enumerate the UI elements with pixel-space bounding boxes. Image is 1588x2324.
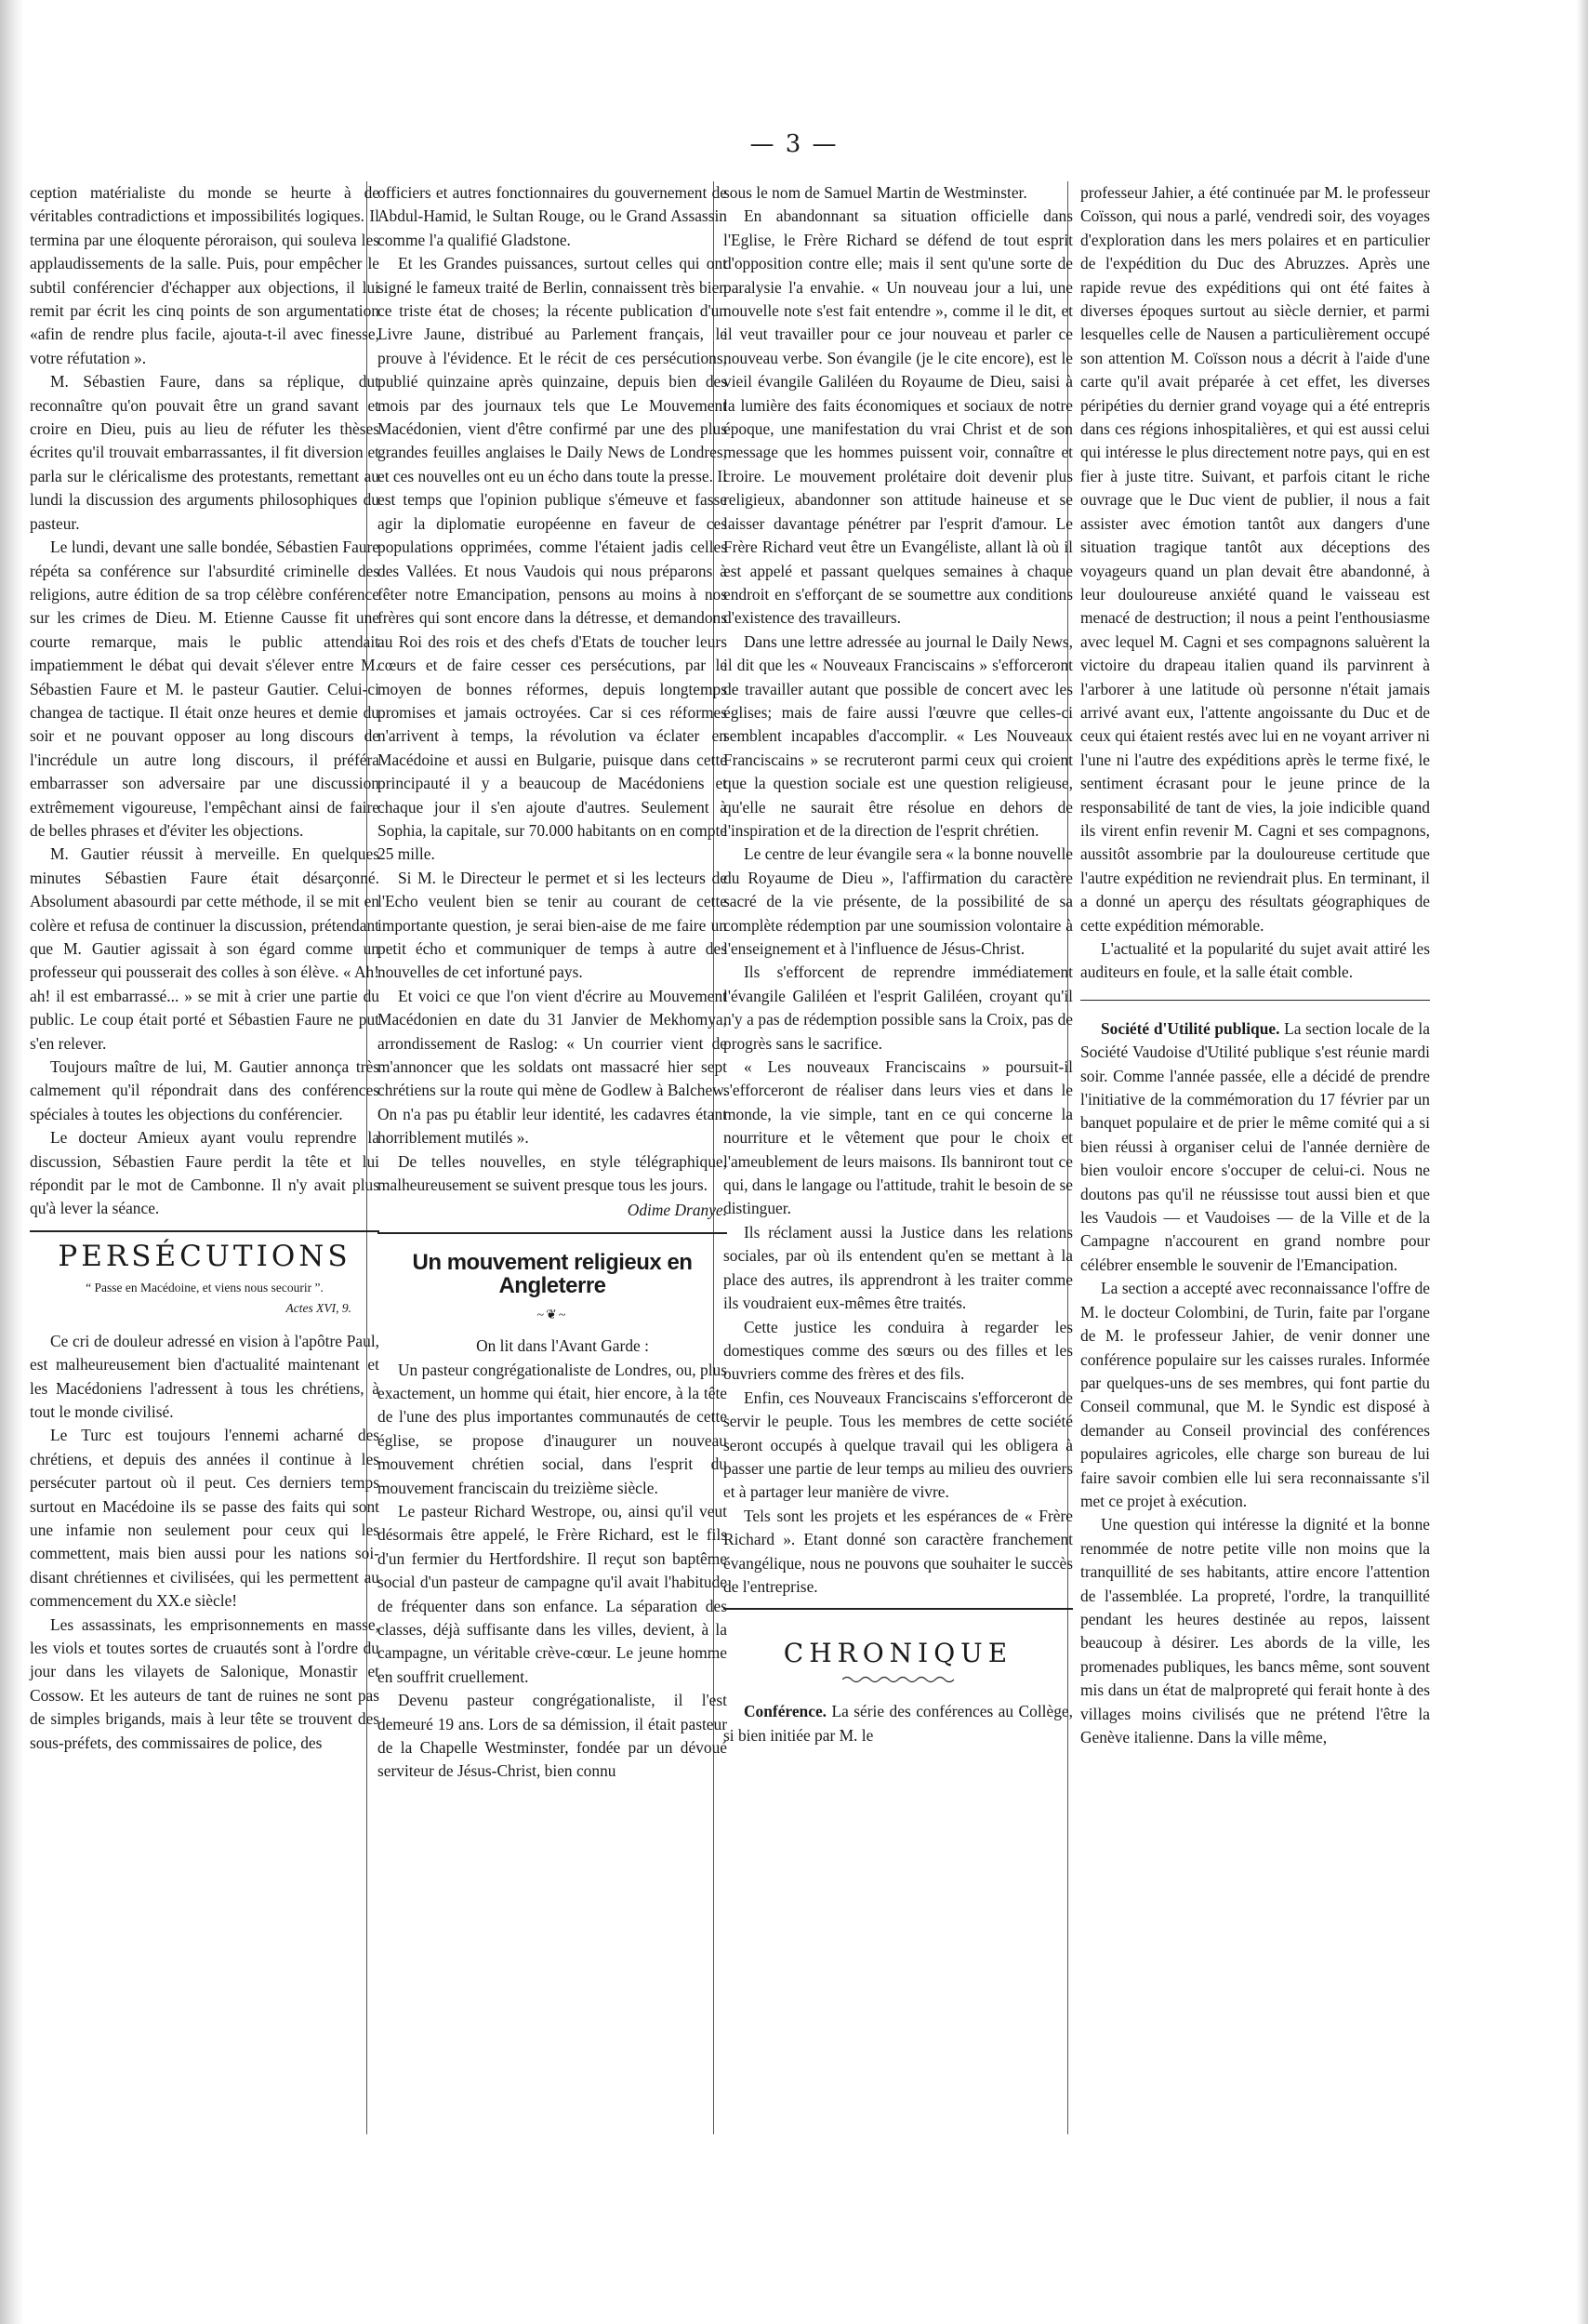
paragraph: De telles nouvelles, en style télégraphique, malheureusement se suivent presque tous les jours. (377, 1151, 727, 1195)
paragraph: Le centre de leur évangile sera « la bonne nouvelle du Royaume de Dieu », l'affirmation du caractère sacré de la vie présente, de la possibilité de sa complète rédemption par une soumission volontaire à l'enseignement et à l'influence de Jésus-Christ. (723, 844, 1073, 958)
paragraph (723, 1700, 1073, 1747)
column-1 (30, 181, 379, 1755)
scan-edge-right (1577, 0, 1588, 2324)
section-divider (1080, 1000, 1430, 1001)
column-2 (377, 181, 727, 1784)
paragraph: Cette justice les conduira à regarder les domestiques comme des sœurs ou des filles et les ouvriers comme des frères et des fils. (723, 1317, 1073, 1384)
source-line: On lit dans l'Avant Garde : (476, 1336, 649, 1356)
wave-ornament-icon (723, 1667, 1073, 1691)
paragraph: Ce cri de douleur adressé en vision à l'apôtre Paul, est malheureusement bien d'actualité maintenant et les Macédoniens l'adressent à tous les chrétiens, à tout le monde civilisé. (30, 1331, 379, 1421)
section-divider (377, 1232, 727, 1234)
paragraph: La section a accepté avec reconnaissance l'offre de M. le docteur Colombini, de Turin, faite par l'organe de M. le professeur Jahier, de venir donner une conférence populaire sur les caisses rurales. Informée par quelques-uns de ses membres, qui font partie du Conseil communal, que M. le Syndic est disposé à demander au Conseil provincial des conférences populaires agricoles, elle charge son bureau de lui faire savoir combien elle lui sera reconnaissante s'il met ce projet à exécution. (1080, 1279, 1430, 1510)
paragraph: Si M. le Directeur le permet et si les lecteurs de l'Echo veulent bien se tenir au courant de cette importante question, je serai bien-aise de me faire un petit écho et communiquer de temps à autre des nouvelles de cet infortuné pays. (377, 868, 727, 982)
paragraph-text: La série des conférences au Collège, si bien initiée par M. le (723, 1702, 1073, 1745)
paragraph: Le lundi, devant une salle bondée, Sébastien Faure répéta sa conférence sur l'absurdité criminelle des religions, autre édition de sa trop célèbre conférence sur les crimes de Dieu. M. Etienne Causse fit une courte remarque, mais le public attendait impatiemment le débat qui devait s'élever entre M. Sébastien Faure et M. le pasteur Gautier. Celui-ci changea de tactique. Il était onze heures et demie du soir et ne pouvant opposer au long discours de l'incrédule un autre long discours, il préféra embarrasser son adversaire par une discussion extrêmement vigoureuse, l'empêchant ainsi de faire de belles phrases et d'éviter les objections. (30, 538, 379, 840)
paragraph: ception matérialiste du monde se heurte à de véritables contradictions et impossibilités logiques. Il termina par une éloquente péroraison, qui souleva les applaudissements de la salle. Puis, pour empêcher le subtil conférencier d'échapper aux objections, il lui remit par écrit les cinq points de son argumentation «afin de rendre plus facile, ajouta-t-il avec finesse, votre réfutation ». (30, 183, 379, 367)
author-signature: Odime Dranye. (627, 1201, 727, 1220)
paragraph: M. Gautier réussit à merveille. En quelques minutes Sébastien Faure était désarçonné. Absolument abasourdi par cette méthode, il se mit en colère et refusa de continuer la discussion, prétendant que M. Gautier agissait à son égard comme un professeur qui pousserait des colles à son élève. « Ah! ah! il est embarrassé... » se mit à crier une partie du public. Le coup était porté et Sébastien Faure ne put s'en relever. (30, 844, 379, 1053)
paragraph: « Les nouveaux Franciscains » poursuit-il s'efforceront de réaliser dans leurs vies et dans le monde, la vie simple, tant en ce qui concerne la nourriture et le vêtement que pour le choix et l'ameublement de leurs maisons. Ils banniront tout ce qui, dans le langage ou l'attitude, trahit le besoin de se distinguer. (723, 1057, 1073, 1218)
section-title-angleterre: Un mouvement religieux en Angleterre (412, 1249, 693, 1299)
paragraph: sous le nom de Samuel Martin de Westminster. (723, 183, 1027, 202)
paragraph: L'actualité et la popularité du sujet avait attiré les auditeurs en foule, et la salle était comble. (1080, 939, 1430, 982)
paragraph: Ils réclament aussi la Justice dans les relations sociales, par où ils entendent qu'en se mettant à la place des autres, ils apprendront à les traiter comme ils voudraient eux-mêmes être traités. (723, 1222, 1073, 1313)
paragraph: Tels sont les projets et les espérances de « Frère Richard ». Etant donné son caractère franchement évangélique, nous ne pouvons que souhaiter le succès de l'entreprise. (723, 1506, 1073, 1596)
paragraph: Et les Grandes puissances, surtout celles qui ont signé le fameux traité de Berlin, connaissent très bien ce triste état de choses; la récente publication d'un Livre Jaune, distribué au Parlement français, le prouve à l'évidence. Et le récit de ces persécutions, publié quinzaine après quinzaine, depuis bien des mois par des journaux tels que Le Mouvement Macédonien, vient d'être confirmé par une des plus grandes feuilles anglaises le Daily News de Londres, et ces nouvelles ont eu un écho dans toute la presse. Il est temps que l'opinion publique s'émeuve et fasse agir la diplomatie européenne en faveur de ces populations opprimées, comme l'étaient jadis celles des Vallées. Et nous Vaudois qui nous préparons à fêter notre Emancipation, pensons au moins à nos frères qui sont encore dans la détresse, et demandons au Roi des rois et des chefs d'Etats de toucher leurs cœurs et de faire cesser ces persécutions, par le moyen de bonnes réformes, depuis longtemps promises et jamais octroyées. Car si ces réformes n'arrivent à temps, la révolution va éclater en Macédoine et aussi en Bulgarie, puisque dans cette principauté il y a beaucoup de Macédoniens et chaque jour il s'en ajoute d'autres. Seulement à Sophia, la capitale, sur 70.000 habitants on en compte 25 mille. (377, 254, 727, 864)
paragraph: Le pasteur Richard Westrope, ou, ainsi qu'il veut désormais être appelé, le Frère Richard, est le fils d'un fermier du Hertfordshire. Il reçut son baptême social d'un pasteur de campagne qu'il avait l'habitude de fréquenter dans son enfance. La séparation des classes, déjà suffisante dans les villes, devient, à la campagne, un véritable crève-cœur. Le jeune homme en souffrit cruellement. (377, 1501, 727, 1686)
paragraph: Toujours maître de lui, M. Gautier annonça très calmement qu'il répondrait dans des conférences spéciales à toutes les objections du conférencier. (30, 1057, 379, 1123)
paragraph (1080, 1017, 1430, 1277)
paragraph: Une question qui intéresse la dignité et la bonne renommée de notre petite ville non moins que la tranquillité de ses habitants, attire encore l'attention de l'assemblée. La propreté, l'ordre, la tranquillité pendant les heures destinée au repos, laissent beaucoup à désirer. Les abords de la ville, les promenades publiques, les bancs même, sont souvent mis dans un état de malpropreté qui ferait honte à des villages moins civilisés que ne prétend l'être la Genève italienne. Dans la ville même, (1080, 1515, 1430, 1746)
paragraph: Les assassinats, les emprisonnements en masse, les viols et toutes sortes de cruautés sont à l'ordre du jour dans les vilayets de Salonique, Monastir et Cossow. Et les auteurs de tant de ruines ne sont pas de simples brigands, mais à leur tête se trouvent des sous-préfets, des commissaires de police, des (30, 1614, 379, 1752)
section-title-chronique: CHRONIQUE (783, 1638, 1013, 1669)
epigraph: “ Passe en Macédoine, et viens nous secourir ”. (86, 1281, 324, 1295)
column-4 (1080, 181, 1430, 1749)
paragraph: En abandonnant sa situation officielle dans l'Eglise, le Frère Richard se défend de tout esprit d'opposition contre elle; mais il sent qu'une sorte de paralysie l'a envahie. « Un nouveau jour a lui, une nouvelle note s'est fait entendre », comme il le dit, et il veut travailler pour ce jour nouveau et parler ce nouveau verbe. Son évangile (je le cite encore), est le vieil évangile Galiléen du Royaume de Dieu, saisi à la lumière des faits économiques et sociaux de notre époque, une manifestation du vrai Christ et de son message que les hommes puissent voir, connaître et croire. Le mouvement prolétaire doit devenir plus religieux, abandonner son attitude haineuse et se laisser davantage pénétrer par l'esprit d'amour. Le Frère Richard veut être un Evangéliste, allant là où il est appelé et passant quelques semaines à chaque endroit en s'efforçant de se soumettre aux conditions d'existence des travailleurs. (723, 206, 1073, 628)
paragraph: Enfin, ces Nouveaux Franciscains s'efforceront de servir le peuple. Tous les membres de cette société seront occupés à quelque travail qui les obligera à passer une partie de leur temps au milieu des ouvriers et à partager leur manière de vivre. (723, 1388, 1073, 1502)
ornament-icon: ~❦~ (536, 1308, 568, 1322)
section-divider (723, 1608, 1073, 1610)
paragraph: Et voici ce que l'on vient d'écrire au Mouvement Macédonien en date du 31 Janvier de Mekhomya, arrondissement de Raslog: « Un courrier vient de m'annoncer que les soldats ont massacré hier sept chrétiens sur la route qui mène de Godlew à Balchew. On n'a pas pu établir leur identité, les cadavres étant horriblement mutilés ». (377, 986, 727, 1148)
epigraph-reference: Actes XVI, 9. (285, 1301, 351, 1316)
paragraph: Dans une lettre adressée au journal le Daily News, il dit que les « Nouveaux Franciscains » s'efforceront de travailler autant que possible de concert avec les églises; mais de faire aussi l'œuvre que celles-ci semblent incapables d'accomplir. « Les Nouveaux Franciscains » se recruteront parmi ceux qui croient que la question sociale est une question religieuse, qu'elle ne saurait être résolue en dehors de l'inspiration et de la direction de l'esprit chrétien. (723, 631, 1073, 840)
lead-conference: Conférence. (744, 1702, 827, 1721)
paragraph: Le docteur Amieux ayant voulu reprendre la discussion, Sébastien Faure perdit la tête et lui répondit par le mot de Cambonne. Il n'y avait plus qu'à lever la séance. (30, 1128, 379, 1218)
column-3 (723, 181, 1073, 1747)
paragraph: Devenu pasteur congrégationaliste, il l'est demeuré 19 ans. Lors de sa démission, il était pasteur de la Chapelle Westminster, fondée par un dévoué serviteur de Jésus-Christ, bien connu (377, 1691, 727, 1781)
paragraph: officiers et autres fonctionnaires du gouvernement de Abdul-Hamid, le Sultan Rouge, ou le Grand Assassin comme l'a qualifié Gladstone. (377, 183, 727, 249)
section-divider (30, 1230, 379, 1232)
paragraph: Un pasteur congrégationaliste de Londres, ou, plus exactement, un homme qui était, hier encore, à la tête de l'une des plus importantes communautés de cette église, se propose d'inaugurer un nouveau mouvement chrétien social, dans l'esprit du mouvement franciscain du treizième siècle. (377, 1360, 727, 1497)
paragraph: M. Sébastien Faure, dans sa réplique, dut reconnaître qu'on pouvait être un grand savant et croire en Dieu, puis au lieu de réfuter les thèses écrites qu'il trouvait embarrassantes, il fit diversion et parla sur le cléricalisme des protestants, remettant au lundi la discussion des arguments philosophiques du pasteur. (30, 372, 379, 533)
lead-utilite-publique: Société d'Utilité publique. (1101, 1018, 1280, 1038)
paragraph: Le Turc est toujours l'ennemi acharné des chrétiens, et depuis des années il continue à les persécuter partout où il peut. Ces derniers temps surtout en Macédoine ils se passe des faits qui sont une infamie non seulement pour ceux qui les commettent, mais bien aussi pour les nations soi-disant chrétiennes et civilisées, qui les permettent au commencement du XX.e siècle! (30, 1426, 379, 1611)
scan-edge-left (0, 0, 24, 2324)
paragraph: professeur Jahier, a été continuée par M. le professeur Coïsson, qui nous a parlé, vendredi soir, des voyages d'exploration dans les mers polaires et en particulier de l'expédition du Duc des Abruzzes. Après une rapide revue des expéditions qui ont été faites à diverses époques surtout au siècle dernier, et parmi lesquelles celle de Nausen a particulièrement occupé son attention M. Coïsson nous a décrit à l'aide d'une carte qu'il avait préparée à cet effet, les diverses péripéties du dernier grand voyage qui a été entrepris dans ces régions inhospitalières, et qui est aussi celui qui intéresse le plus directement notre pays, qui en est fier à juste titre. Suivant, et parfois citant le riche ouvrage que le Duc vient de publier, il nous a fait assister avec émotion tantôt aux dangers d'une situation tragique tantôt aux déceptions des voyageurs quand un plan devait être abandonné, à leur douloureuse anxiété quand le vaisseau est menacé de destruction; il nous a peint l'enthousiasme avec lequel M. Cagni et ses compagnons saluèrent la victoire du drapeau italien quand ils parvinrent à l'arborer à une latitude où personne n'était jamais arrivé avant eux, l'attente angoissante du Duc et de ceux qui étaient restés avec lui en ne voyant arriver ni l'une ni l'autre des expéditions après le terme fixé, le sentiment écrasant pour le jeune prince de la responsabilité de tant de vies, la joie indicible quand ils virent enfin revenir M. Cagni et ses compagnons, aussitôt assombrie par la douloureuse certitude que l'autre expédition ne reviendrait plus. En terminant, il a donné un aperçu des résultats géographiques de cette expédition mémorable. (1080, 183, 1430, 935)
paragraph: Ils s'efforcent de reprendre immédiatement l'évangile Galiléen et l'esprit Galiléen, croyant qu'il n'y a pas de rédemption possible sans la Croix, pas de progrès sans le sacrifice. (723, 963, 1073, 1053)
page-number: — 3 — (749, 130, 839, 158)
section-title-persecutions: PERSÉCUTIONS (58, 1239, 351, 1273)
paragraph-text: La section locale de la Société Vaudoise d'Utilité publique s'est réunie mardi soir. Comme l'année passée, elle a décidé de prendre l'initiative de la commémoration du 17 février par un banquet populaire et de prier le même comité qui a si bien réussi à organiser celui de l'année dernière de bien vouloir encore s'occuper de celui-ci. Nous ne doutons pas qu'il ne réussisse tout aussi bien et que les Vaudois — et Vaudoises — de la Ville et de la Campagne n'accourent en grand nombre pour célébrer ensemble le souvenir de l'Emancipation. (1080, 1018, 1430, 1274)
